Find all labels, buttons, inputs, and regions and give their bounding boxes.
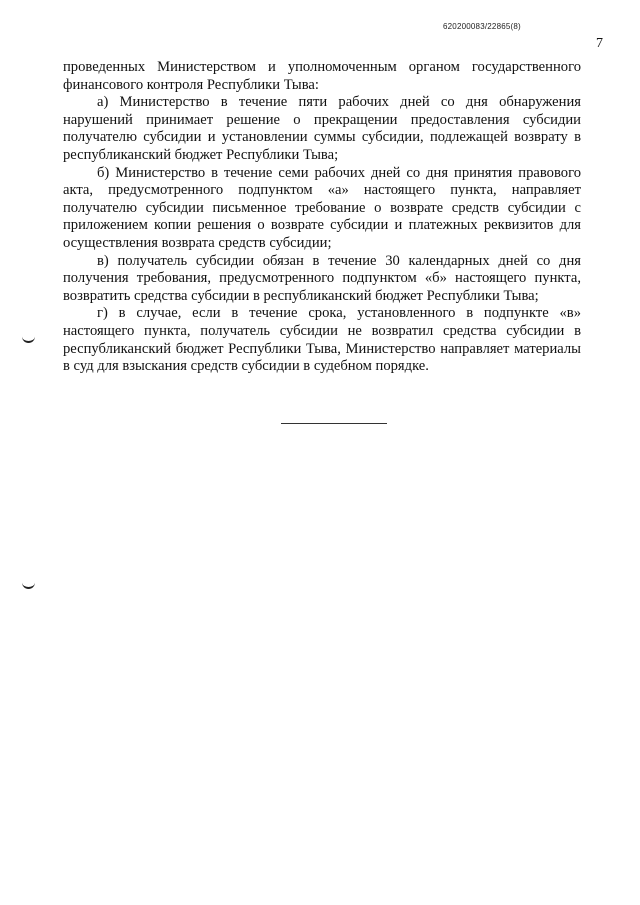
scan-margin-mark: [22, 581, 35, 589]
paragraph-item-g: г) в случае, если в течение срока, установленного в подпункте «в» настоящего пункта, получатель субсидии не возвратил средства субсидии в республиканский бюджет Республики Тыва, Министерство направляет материалы в суд для взыскания средств субсидии в судебном порядке.: [63, 305, 581, 375]
paragraph-item-a: а) Министерство в течение пяти рабочих дней со дня обнаружения нарушений принимает решение о прекращении предоставления субсидии получателю субсидии и установлении суммы субсидии, подлежащей возврату в республиканский бюджет Республики Тыва;: [63, 94, 581, 163]
paragraph-item-b: б) Министерство в течение семи рабочих дней со дня принятия правового акта, предусмотренного подпунктом «а» настоящего пункта, направляет получателю субсидии письменное требование о возврате средств субсидии с приложением копии решения о возврате субсидии и платежных реквизитов для осуществления возврата средств субсидии;: [63, 164, 581, 251]
document-code: 620200083/22865(8): [443, 22, 521, 31]
end-divider-line: [281, 423, 387, 424]
paragraph-item-v: в) получатель субсидии обязан в течение 30 календарных дней со дня получения требования, предусмотренного подпунктом «б» настоящего пункта, возвратить средства субсидии в республиканский бюджет Республики Тыва;: [63, 252, 581, 304]
page-number: 7: [596, 36, 603, 51]
document-body: [63, 59, 581, 376]
scan-margin-mark: [22, 335, 35, 343]
paragraph-continuation: проведенных Министерством и уполномоченным органом государственного финансового контроля Республики Тыва:: [63, 59, 581, 93]
